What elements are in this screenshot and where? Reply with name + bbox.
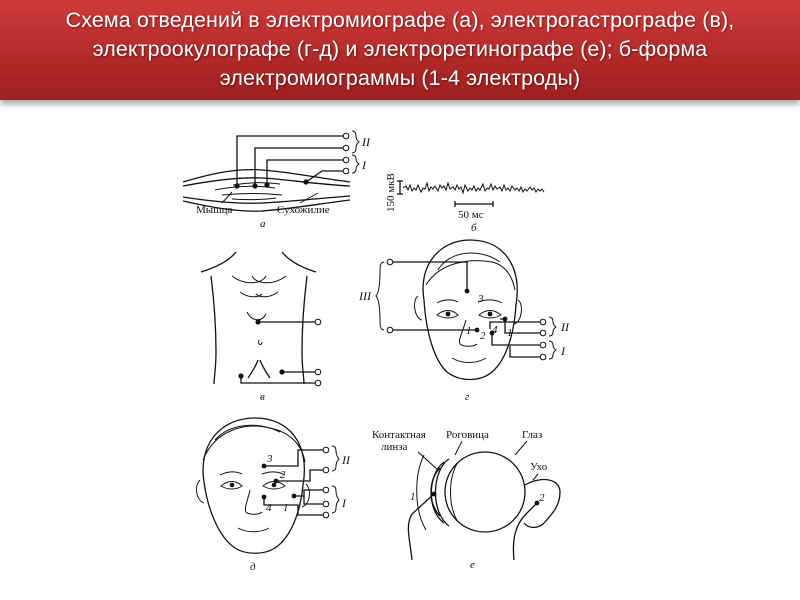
- panel-e-letter: е: [470, 559, 475, 571]
- panel-d-letter: д: [250, 561, 256, 573]
- panel-d-n2: 2: [280, 469, 286, 481]
- panel-g-n4: 4: [492, 324, 498, 336]
- panel-g-group-right-upper: II: [561, 320, 569, 334]
- slide-title: Схема отведений в электромиографе (а), электрогастрографе (в), электроокулографе (г-д) и электроретинографе (е); б-форма электромиограммы (1-4 электроды): [65, 8, 735, 90]
- panel-v-letter: в: [260, 391, 265, 403]
- panel-d-n1: 1: [283, 502, 289, 514]
- panel-a-group-upper: II: [362, 135, 370, 149]
- panel-g-face: [358, 240, 570, 403]
- panel-g-group-right-lower: I: [561, 344, 565, 358]
- panel-g-letter: г: [465, 391, 470, 403]
- contact-lens-label-line1: Контактная: [372, 429, 426, 441]
- panel-e-eye: [372, 429, 560, 571]
- time-label: 50 мс: [458, 209, 484, 221]
- panel-e-n2: 2: [539, 492, 545, 504]
- panel-d-group-upper: II: [342, 453, 350, 467]
- panel-d-n4: 4: [266, 502, 272, 514]
- muscle-label: Мышца: [196, 204, 233, 216]
- panel-d-n3: 3: [267, 453, 273, 465]
- amplitude-label: 150 мкВ: [385, 173, 397, 212]
- contact-lens-label-line2: линза: [381, 441, 408, 453]
- ear-label: Ухо: [530, 461, 548, 473]
- panel-a-group-lower: I: [362, 158, 366, 172]
- panel-e-n1: 1: [410, 491, 416, 503]
- cornea-label: Роговица: [446, 429, 489, 441]
- tendon-label: Сухожилие: [277, 204, 330, 216]
- panel-b-letter: б: [471, 222, 477, 234]
- panel-g-n1: 1: [466, 325, 472, 337]
- panel-a-letter: а: [260, 218, 266, 230]
- panel-g-group-left: III: [359, 289, 371, 303]
- eye-label: Глаз: [522, 429, 543, 441]
- panel-b-emg: [385, 173, 544, 234]
- panel-g-n2: 2: [480, 330, 486, 342]
- panel-v-torso: [201, 252, 321, 403]
- panel-a-muscle: [183, 131, 371, 230]
- panel-g-n3: 3: [478, 293, 484, 305]
- panel-g-n1b: 1: [507, 327, 513, 339]
- panel-d-group-lower: I: [342, 496, 346, 510]
- panel-d-face: [197, 418, 351, 573]
